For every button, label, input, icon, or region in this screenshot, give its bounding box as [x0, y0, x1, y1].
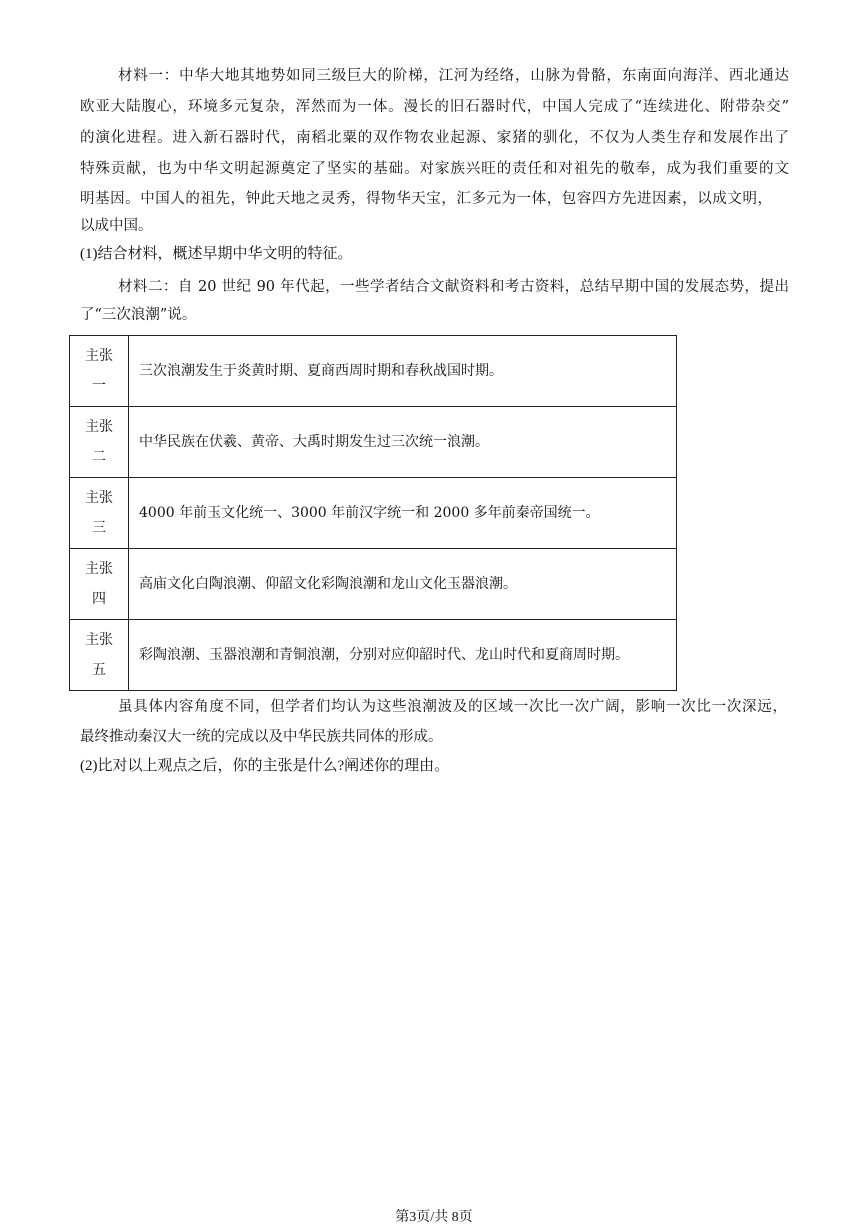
claim-label-number: 一 — [92, 378, 106, 394]
material1-line-5: 明基因。中国人的祖先，钟此天地之灵秀，得物华天宝，汇多元为一体，包容四方先进因素，以成文明， — [80, 191, 772, 207]
material1-line-1: 材料一：中华大地其地势如同三级巨大的阶梯，江河为经络，山脉为骨骼，东南面向海洋、西北通达 — [118, 68, 789, 84]
claim-label-top: 主张 — [85, 632, 113, 648]
question-1: (1)结合材料，概述早期中华文明的特征。 — [80, 246, 353, 262]
table-row — [70, 407, 677, 478]
claim-label-number: 五 — [92, 662, 106, 678]
claim-label-top: 主张 — [85, 561, 113, 577]
claims-table — [69, 335, 677, 691]
table-row — [70, 336, 677, 407]
material1-line-6: 以成中国。 — [80, 218, 153, 234]
claim-content: 4000 年前玉文化统一、3000 年前汉字统一和 2000 多年前秦帝国统一。 — [129, 478, 677, 549]
table-row — [70, 620, 677, 691]
page-footer: 第3页/共 8页 — [395, 1210, 473, 1225]
claim-label-top: 主张 — [85, 490, 113, 506]
claim-label — [70, 336, 129, 407]
summary-line-1: 虽具体内容角度不同，但学者们均认为这些浪潮波及的区域一次比一次广阔，影响一次比一次深远， — [118, 699, 787, 715]
material1-line-2: 欧亚大陆腹心，环境多元复杂，浑然而为一体。漫长的旧石器时代，中国人完成了“连续进化、附带杂交” — [80, 99, 789, 115]
claim-content: 中华民族在伏羲、黄帝、大禹时期发生过三次统一浪潮。 — [129, 407, 677, 478]
claim-label-number: 二 — [92, 449, 106, 465]
claim-label — [70, 407, 129, 478]
claim-label — [70, 549, 129, 620]
summary-line-2: 最终推动秦汉大一统的完成以及中华民族共同体的形成。 — [80, 729, 443, 745]
claim-content: 三次浪潮发生于炎黄时期、夏商西周时期和春秋战国时期。 — [129, 336, 677, 407]
claim-content: 彩陶浪潮、玉器浪潮和青铜浪潮，分别对应仰韶时代、龙山时代和夏商周时期。 — [129, 620, 677, 691]
table-row — [70, 478, 677, 549]
claim-label — [70, 620, 129, 691]
claim-label-top: 主张 — [85, 348, 113, 364]
claim-content: 高庙文化白陶浪潮、仰韶文化彩陶浪潮和龙山文化玉器浪潮。 — [129, 549, 677, 620]
claim-label-top: 主张 — [85, 419, 113, 435]
claim-label — [70, 478, 129, 549]
table-row — [70, 549, 677, 620]
material1-line-4: 特殊贡献，也为中华文明起源奠定了坚实的基础。对家族兴旺的责任和对祖先的敬奉，成为我们重要的文 — [80, 161, 789, 177]
claim-label-number: 四 — [92, 591, 106, 607]
question-2: (2)比对以上观点之后，你的主张是什么?阐述你的理由。 — [80, 758, 450, 774]
material2-line-1: 材料二：自 20 世纪 90 年代起，一些学者结合文献资料和考古资料，总结早期中国的发展态势，提出 — [118, 279, 789, 295]
material1-line-3: 的演化进程。进入新石器时代，南稻北粟的双作物农业起源、家猪的驯化，不仅为人类生存和发展作出了 — [80, 130, 789, 146]
material2-line-2: 了“三次浪潮”说。 — [80, 307, 197, 323]
claim-label-number: 三 — [92, 520, 106, 536]
